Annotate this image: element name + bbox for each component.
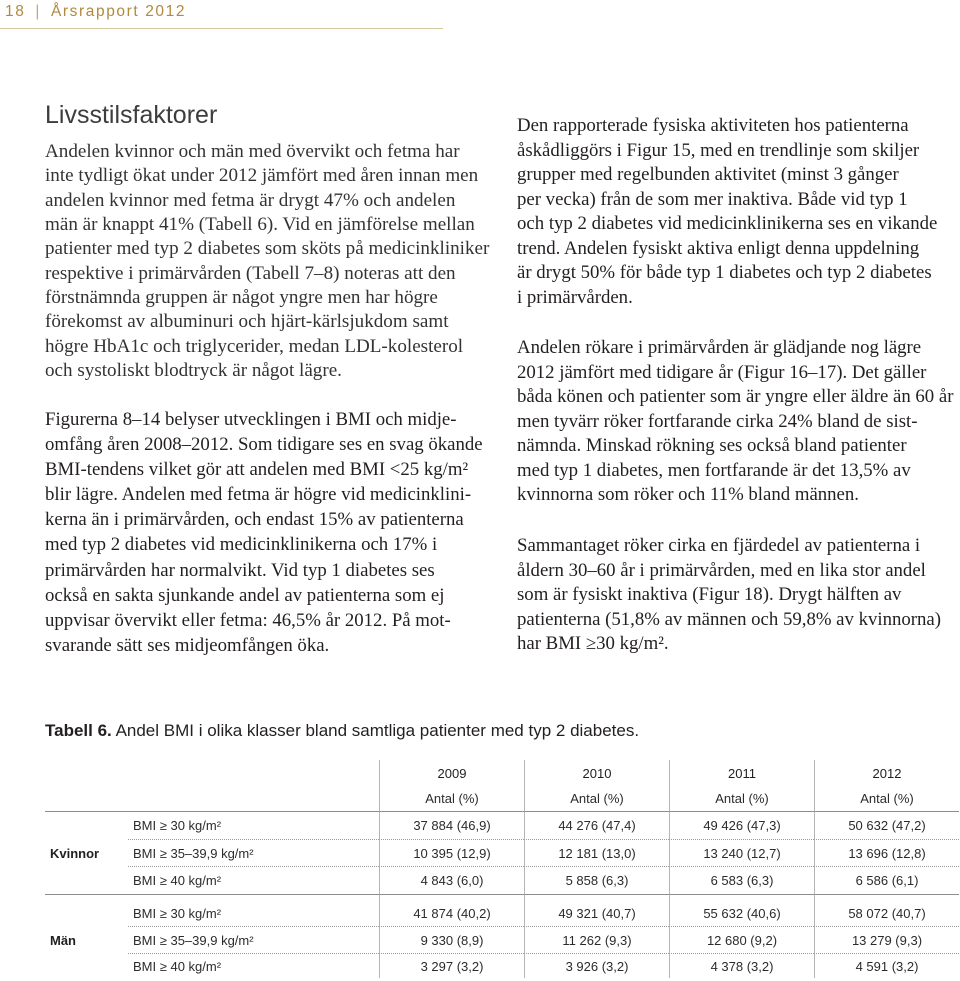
table-cell: 3 926 (3,2) — [524, 954, 669, 978]
text-line: åldern 30–60 år i primärvården, med en lika stor andel — [517, 559, 926, 581]
text-line: Den rapporterade fysiska aktiviteten hos patienterna — [517, 115, 909, 136]
table-header-blank — [128, 760, 379, 786]
running-header — [5, 2, 186, 22]
text-line: kvinnorna som röker och 11% bland männen. — [517, 484, 859, 505]
year-header: 2012 — [814, 760, 959, 786]
table-cell: 41 874 (40,2) — [379, 895, 524, 927]
header-rule — [0, 28, 443, 29]
page-number: 18 — [5, 3, 26, 20]
text-line: BMI-tendens vilket gör att andelen med BMI <25 kg/m² — [45, 459, 469, 481]
text-line: svarande sätt ses midjeomfången öka. — [45, 634, 330, 656]
table-cell: 50 632 (47,2) — [814, 812, 959, 840]
table-cell: 11 262 (9,3) — [524, 927, 669, 954]
bmi-category: BMI ≥ 40 kg/m² — [133, 958, 222, 974]
text-line: nämnda. Minskad rökning ses också bland patienter — [517, 435, 907, 456]
bmi-category: BMI ≥ 40 kg/m² — [128, 867, 379, 895]
table-cell: 4 591 (3,2) — [814, 954, 959, 978]
text-line: med typ 1 diabetes, men fortfarande är det 13,5% av — [517, 459, 911, 481]
table-cell: 6 583 (6,3) — [669, 867, 814, 895]
unit-header: Antal (%) — [524, 786, 669, 812]
bmi-category: BMI ≥ 30 kg/m² — [128, 895, 379, 927]
table-cell: 55 632 (40,6) — [669, 895, 814, 927]
paragraph — [517, 534, 941, 657]
table-cell: 58 072 (40,7) — [814, 895, 959, 927]
text-line: primärvården har normalvikt. Vid typ 1 diabetes ses — [45, 559, 435, 581]
unit-header: Antal (%) — [379, 786, 524, 812]
text-line: förstnämnda gruppen är något yngre men har högre — [45, 287, 438, 309]
text-line: per vecka) från de som mer inaktiva. Både vid typ 1 — [517, 188, 908, 210]
bmi-category: BMI ≥ 35–39,9 kg/m² — [128, 840, 379, 867]
table-caption-text: Andel BMI i olika klasser bland samtliga patienter med typ 2 diabetes. — [115, 721, 640, 740]
year-header: 2009 — [379, 760, 524, 786]
text-line: också en sakta sjunkande andel av patienterna som ej — [45, 584, 445, 606]
table-header-blank — [45, 786, 128, 812]
text-line: 2012 jämfört med tidigare år (Figur 16–17). Det gäller — [517, 361, 927, 383]
table-cell: 4 378 (3,2) — [669, 954, 814, 978]
text-line: som är fysiskt inaktiva (Figur 18). Drygt hälften av — [517, 584, 902, 605]
section-heading: Livsstilsfaktorer — [45, 101, 218, 129]
table-cell: 12 680 (9,2) — [669, 927, 814, 954]
paragraph — [517, 114, 937, 310]
table-cell: 6 586 (6,1) — [814, 867, 959, 895]
table-cell: 10 395 (12,9) — [379, 840, 524, 867]
table-caption — [45, 720, 639, 742]
table-header-blank — [45, 760, 128, 786]
text-line: högre HbA1c och triglycerider, medan LDL-kolesterol — [45, 335, 464, 357]
text-line: uppvisar övervikt eller fetma: 46,5% år 2012. På mot- — [45, 609, 451, 631]
table-cell: 9 330 (8,9) — [379, 927, 524, 954]
text-line: andelen kvinnor med fetma är drygt 47% och andelen — [45, 189, 456, 211]
table-cell: 49 321 (40,7) — [524, 895, 669, 927]
table-cell: 44 276 (47,4) — [524, 812, 669, 840]
text-line: men tyvärr röker fortfarande cirka 24% bland de sist- — [517, 410, 918, 432]
text-line: grupper med regelbunden aktivitet (minst 3 gånger — [517, 164, 899, 186]
text-line: med typ 2 diabetes vid medicinklinikerna och 17% i — [45, 534, 438, 556]
table-caption-label: Tabell 6. — [45, 721, 112, 740]
table-header-blank — [128, 786, 379, 812]
year-header: 2010 — [524, 760, 669, 786]
publication-title: Årsrapport 2012 — [50, 3, 187, 20]
group-label-kvinnor: Kvinnor — [45, 812, 128, 895]
unit-header: Antal (%) — [814, 786, 959, 812]
text-line: åskådliggörs i Figur 15, med en trendlinje som skiljer — [517, 139, 920, 161]
text-line: respektive i primärvården (Tabell 7–8) noteras att den — [45, 262, 456, 284]
text-line: inte tydligt ökat under 2012 jämfört med åren innan men — [45, 165, 479, 187]
table-cell: 5 858 (6,3) — [524, 867, 669, 895]
table-cell: 13 240 (12,7) — [669, 840, 814, 867]
group-label-man: Män — [50, 933, 76, 948]
text-line: omfång åren 2008–2012. Som tidigare ses en svag ökande — [45, 434, 483, 456]
text-line: Sammantaget röker cirka en fjärdedel av patienterna i — [517, 535, 921, 556]
table-cell: 37 884 (46,9) — [379, 812, 524, 840]
bmi-table — [45, 760, 959, 978]
text-line: förekomst av albuminuri och hjärt-kärlsjukdom samt — [45, 311, 449, 333]
text-line: blir lägre. Andelen med fetma är högre vid medicinklini- — [45, 484, 472, 506]
bmi-category: BMI ≥ 30 kg/m² — [128, 812, 379, 840]
unit-header: Antal (%) — [669, 786, 814, 812]
text-line: trend. Andelen fysiskt aktiva enligt denna uppdelning — [517, 237, 920, 259]
text-line: kerna än i primärvården, och endast 15% av patienterna — [45, 509, 464, 531]
header-separator: | — [35, 3, 42, 20]
text-line: och systoliskt blodtryck är något lägre. — [45, 360, 342, 382]
text-line: båda könen och patienter som är yngre eller äldre än 60 år — [517, 386, 954, 407]
text-line: och typ 2 diabetes vid medicinklinikerna ses en vikande — [517, 213, 938, 235]
text-line: Figurerna 8–14 belyser utvecklingen i BMI och midje- — [45, 409, 457, 430]
table-cell: 12 181 (13,0) — [524, 840, 669, 867]
year-header: 2011 — [669, 760, 814, 786]
text-line: har BMI ≥30 kg/m². — [517, 633, 669, 654]
text-line: är drygt 50% för både typ 1 diabetes och typ 2 diabetes — [517, 262, 932, 284]
paragraph — [517, 336, 953, 508]
table-cell: 3 297 (3,2) — [379, 954, 524, 978]
text-line: Andelen kvinnor och män med övervikt och fetma har — [45, 141, 460, 162]
text-line: patienterna (51,8% av männen och 59,8% av kvinnorna) — [517, 608, 941, 630]
text-line: män är knappt 41% (Tabell 6). Vid en jämförelse mellan — [45, 214, 475, 236]
paragraph — [45, 407, 483, 658]
bmi-category: BMI ≥ 35–39,9 kg/m² — [128, 927, 379, 954]
text-line: patienter med typ 2 diabetes som sköts på medicinkliniker — [45, 238, 490, 260]
paragraph — [45, 140, 489, 383]
text-line: Andelen rökare i primärvården är glädjande nog lägre — [517, 337, 922, 358]
text-line: i primärvården. — [517, 286, 633, 308]
table-cell: 49 426 (47,3) — [669, 812, 814, 840]
table-cell: 4 843 (6,0) — [379, 867, 524, 895]
table-cell: 13 696 (12,8) — [814, 840, 959, 867]
table-cell: 13 279 (9,3) — [814, 927, 959, 954]
